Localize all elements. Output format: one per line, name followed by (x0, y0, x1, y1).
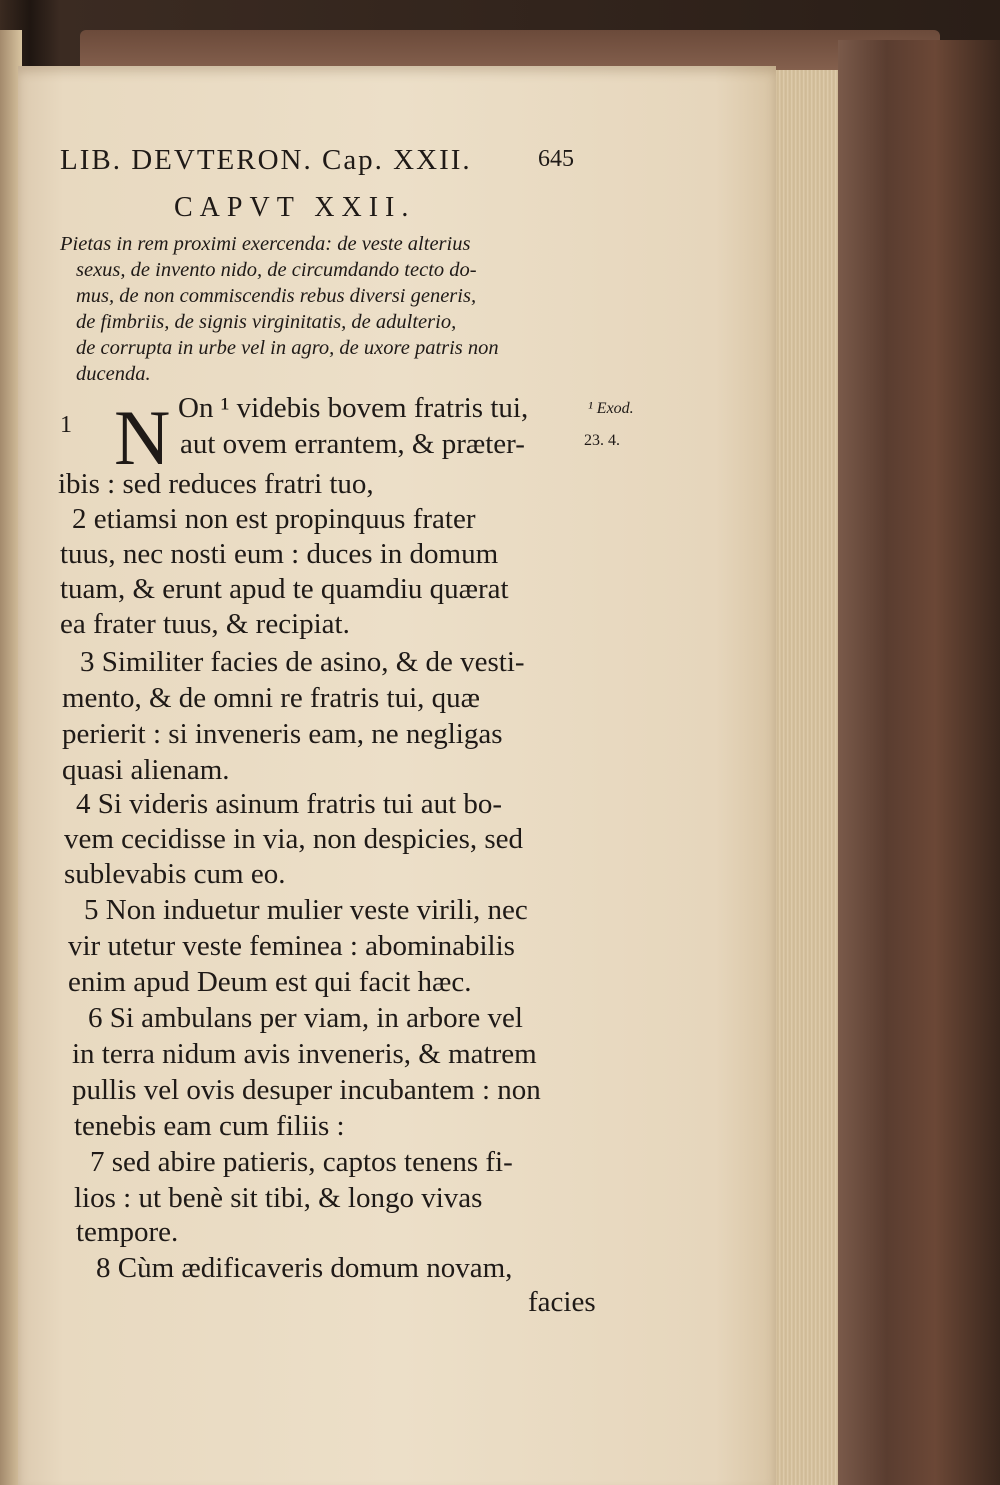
drop-cap-initial: N (114, 394, 171, 481)
text-line: 4 Si videris asinum fratris tui aut bo- (76, 788, 503, 820)
summary-line: de fimbriis, de signis virginitatis, de adulterio, (76, 311, 457, 333)
text-line: lios : ut benè sit tibi, & longo vivas (74, 1182, 483, 1214)
summary-line: de corrupta in urbe vel in agro, de uxore patris non (76, 337, 499, 359)
summary-line: sexus, de invento nido, de circumdando tecto do- (76, 259, 477, 281)
text-line: perierit : si inveneris eam, ne negligas (62, 718, 503, 750)
text-line: 8 Cùm ædificaveris domum novam, (96, 1252, 513, 1284)
margin-reference: 23. 4. (584, 432, 620, 449)
text-line: tuam, & erunt apud te quamdiu quærat (60, 573, 509, 605)
book-page (18, 66, 776, 1485)
text-line: sublevabis cum eo. (64, 858, 286, 890)
text-line: 5 Non induetur mulier veste virili, nec (84, 894, 528, 926)
text-line: mento, & de omni re fratris tui, quæ (62, 682, 481, 714)
summary-line: Pietas in rem proximi exercenda: de veste alterius (60, 233, 471, 255)
text-line: 7 sed abire patieris, captos tenens fi- (90, 1146, 513, 1178)
catchword: facies (528, 1286, 596, 1318)
text-line: tenebis eam cum filiis : (74, 1110, 345, 1142)
running-title: LIB. DEVTERON. Cap. XXII. (60, 144, 472, 176)
verse-line: On ¹ videbis bovem fratris tui, (178, 392, 529, 424)
verse-line: aut ovem errantem, & præter- (180, 428, 525, 460)
text-line: 3 Similiter facies de asino, & de vesti- (80, 646, 525, 678)
text-line: 2 etiamsi non est propinquus frater (72, 503, 476, 535)
text-line: pullis vel ovis desuper incubantem : non (72, 1074, 541, 1106)
book-cover-right (838, 40, 1000, 1485)
chapter-title: CAPVT XXII. (174, 192, 416, 223)
text-line: in terra nidum avis inveneris, & matrem (72, 1038, 537, 1070)
text-line: tuus, nec nosti eum : duces in domum (60, 538, 499, 570)
page-edges (768, 70, 838, 1485)
text-line: ibis : sed reduces fratri tuo, (58, 468, 374, 500)
text-line: ea frater tuus, & recipiat. (60, 608, 350, 640)
page-number: 645 (538, 146, 574, 172)
text-line: 6 Si ambulans per viam, in arbore vel (88, 1002, 523, 1034)
verse-number: 1 (60, 412, 72, 438)
text-line: vem cecidisse in via, non despicies, sed (64, 823, 524, 855)
text-line: tempore. (76, 1216, 179, 1248)
text-line: enim apud Deum est qui facit hæc. (68, 966, 472, 998)
margin-reference: ¹ Exod. (588, 400, 634, 417)
text-line: quasi alienam. (62, 754, 230, 786)
summary-line: mus, de non commiscendis rebus diversi generis, (76, 285, 477, 307)
text-line: vir utetur veste feminea : abominabilis (68, 930, 515, 962)
summary-line: ducenda. (76, 363, 151, 385)
